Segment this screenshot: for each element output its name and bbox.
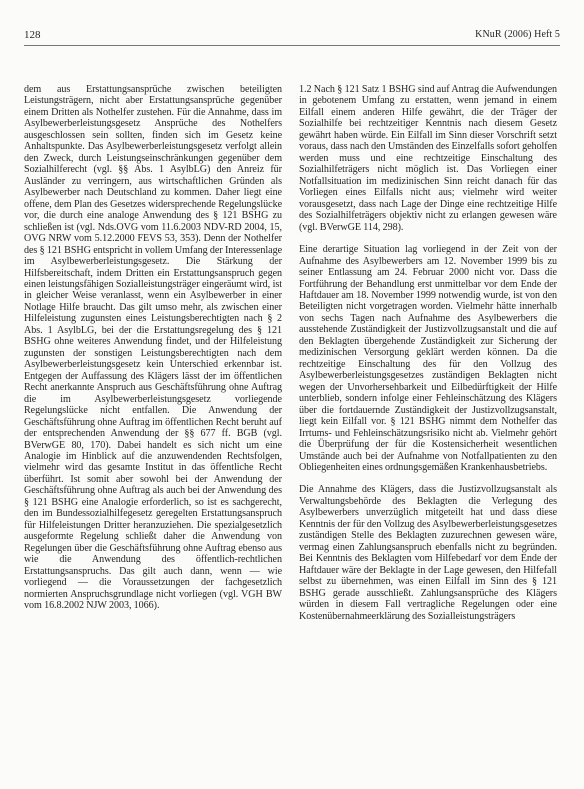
- left-paragraph: dem aus Erstattungsansprüche zwischen beteiligten Leistungsträgern, nicht aber Erstattungsansprüche gegenüber einem Dritten als Nothelfer zustehen. Für die Annahme, dass im Asylbewerberleistungsgesetz Ansprüche des Nothelfers ausgeschlossen sein sollten, finden sich im Gesetz keine Anhaltspunkte. Das Asylbewerberleistungsgesetz verfolgt allein den Zweck, durch Leistungseinschränkungen gegenüber dem Sozialhilferecht (vgl. §§ Abs. 1 AsylbLG) den Anreiz für Ausländer zu verringern, aus wirtschaftlichen Gründen als Asylbewerber nach Deutschland zu kommen. Daher liegt eine offene, dem Plan des Gesetzes widersprechende Regelungslücke vor, die durch eine analoge Anwendung des § 121 BSHG zu schließen ist (vgl. Nds.OVG vom 11.6.2003 NDV-RD 2004, 15, OVG NRW vom 5.12.2000 FEVS 53, 353). Denn der Nothelfer des § 121 BSHG entspricht in vollem Umfang der Interessenlage im Asylbewerberleistungsgesetz. Die Stärkung der Hilfsbereitschaft, indem Dritten ein Erstattungsanspruch gegen einen leistungsfähigen Sozialleistungsträger eingeräumt wird, ist in gleicher Weise veranlasst, wenn ein Asylbewerber in einer Notlage Hilfe braucht. Das gilt umso mehr, als zwischen einer Hilfeleistung zugunsten eines Leistungsberechtigten nach § 2 Abs. 1 AsylbLG, bei der die Erstattungsregelung des § 121 BSHG ohne weiteres Anwendung findet, und der Hilfeleistung zugunsten der sonstigen Leistungsberechtigten nach dem Asylbewerberleistungsgesetz kein Unterschied erkennbar ist. Entgegen der Auffassung des Klägers lässt der im öffentlichen Recht anerkannte Anspruch aus Geschäftsführung ohne Auftrag die im Asylbewerberleistungsgesetz vorliegende Regelungslücke nicht entfallen. Die Anwendung der Geschäftsführung ohne Auftrag im öffentlichen Recht beruht auf der entsprechenden Anwendung der §§ 677 ff. BGB (vgl. BVerwGE 80, 170). Dabei handelt es sich nicht um eine Analogie im Hinblick auf die anzuwendenden Rechtsfolgen, vielmehr wird das gesamte Institut in das öffentliche Recht überführt. Ist somit aber sowohl bei der Anwendung der Geschäftsführung ohne Auftrag als auch bei der Anwendung des § 121 BSHG eine Analogie erforderlich, so ist es sachgerecht, den im Bundessozialhilfegesetz geregelten Erstattungsanspruch für Hilfeleistungen Dritter heranzuziehen. Die spezialgesetzlich ausgeformte Regelung schließt daher die Anwendung von Regelungen über die Geschäftsführung ohne Auftrag ebenso aus wie die Anwendung des öffentlich-rechtlichen Erstattungsanspruchs. Das gilt auch dann, wenn — wie vorliegend — die Voraussetzungen der fachgesetzlich normierten Anspruchsgrundlage nicht vorliegen (vgl. VGH BW vom 16.8.2002 NJW 2003, 1066).: [24, 84, 282, 612]
- right-column: [299, 84, 557, 622]
- page-header: [24, 29, 560, 43]
- right-paragraph-3: Die Annahme des Klägers, dass die Justizvollzugsanstalt als Verwaltungsbehörde des Beklagten die Verlegung des Asylbewerbers unverzüglich mitgeteilt hat und dass diese Kenntnis der für den Vollzug des Asylbewerberleistungsgesetzes zuständigen Stelle des Beklagten zuzurechnen gewesen wäre, vermag einen Zahlungsanspruch ebenfalls nicht zu begründen. Bei Kenntnis des Beklagten vom Hilfebedarf vor dem Ende der Haftdauer wäre der Beklagte in der Lage gewesen, den Hilfefall selbst zu übernehmen, was einen Eilfall im Sinn des § 121 BSHG gerade ausschließt. Zahlungsansprüche des Klägers würden in diesem Fall vertragliche Regelungen oder eine Kostenübernahmeerklärung des Sozialleistungsträgers: [299, 484, 557, 622]
- journal-reference: KNuR (2006) Heft 5: [475, 29, 560, 40]
- right-paragraph-2: Eine derartige Situation lag vorliegend in der Zeit von der Aufnahme des Asylbewerbers am 12. November 1999 bis zu seiner Entlassung am 24. Februar 2000 nicht vor. Dass die Fortführung der Behandlung erst unmittelbar vor dem Ende der Haftdauer am 18. November 1999 notwendig wurde, ist von den Beteiligten nicht vorgetragen worden. Vielmehr hätte innerhalb von sechs Tagen nach Aufnahme des Asylbewerbers die ausstehende Zuständigkeit der Justizvollzugsanstalt und die auf den Beklagten übergehende Zuständigkeit zur Sicherung der medizinischen Versorgung geklärt werden können. Da die rechtzeitige Einschaltung des für den Vollzug des Asylbewerberleistungsgesetzes zuständigen Beklagten nicht wegen der Unvorhersehbarkeit und Eilbedürftigkeit der Hilfe unterblieb, sondern infolge einer Fehleinschätzung des Klägers über die fortdauernde Zuständigkeit der Justizvollzugsanstalt, liegt kein Eilfall vor. § 121 BSHG nimmt dem Nothelfer das Irrtums- und Fehleinschätzungsrisiko nicht ab. Vielmehr gehört die Überprüfung der für die Kostensicherheit wesentlichen Umstände auch bei der Aufnahme von Notfallpatienten zu den Obliegenheiten eines ordnungsgemäßen Krankenhausbetriebs.: [299, 244, 557, 473]
- left-column: [24, 84, 282, 612]
- right-paragraph-1: 1.2 Nach § 121 Satz 1 BSHG sind auf Antrag die Aufwendungen in gebotenem Umfang zu erstatten, wenn jemand in einem Eilfall einem anderen Hilfe gewährt, die der Träger der Sozialhilfe bei rechtzeitiger Kenntnis nach diesem Gesetz gewährt haben würde. Ein Eilfall im Sinn dieser Vorschrift setzt voraus, dass nach den Umständen des Einzelfalls sofort geholfen werden muss und eine rechtzeitige Einschaltung des Sozialhilfeträgers nicht möglich ist. Das Vorliegen einer Notfallsituation im medizinischen Sinn reicht danach für das Vorliegen eines Eilfalls nicht aus; vielmehr wird weiter vorausgesetzt, dass nach Lage der Dinge eine rechtzeitige Hilfe des Sozialhilfeträgers objektiv nicht zu erlangen gewesen wäre (vgl. BVerwGE 114, 298).: [299, 84, 557, 233]
- page-number: 128: [24, 29, 41, 41]
- header-rule: [24, 45, 560, 46]
